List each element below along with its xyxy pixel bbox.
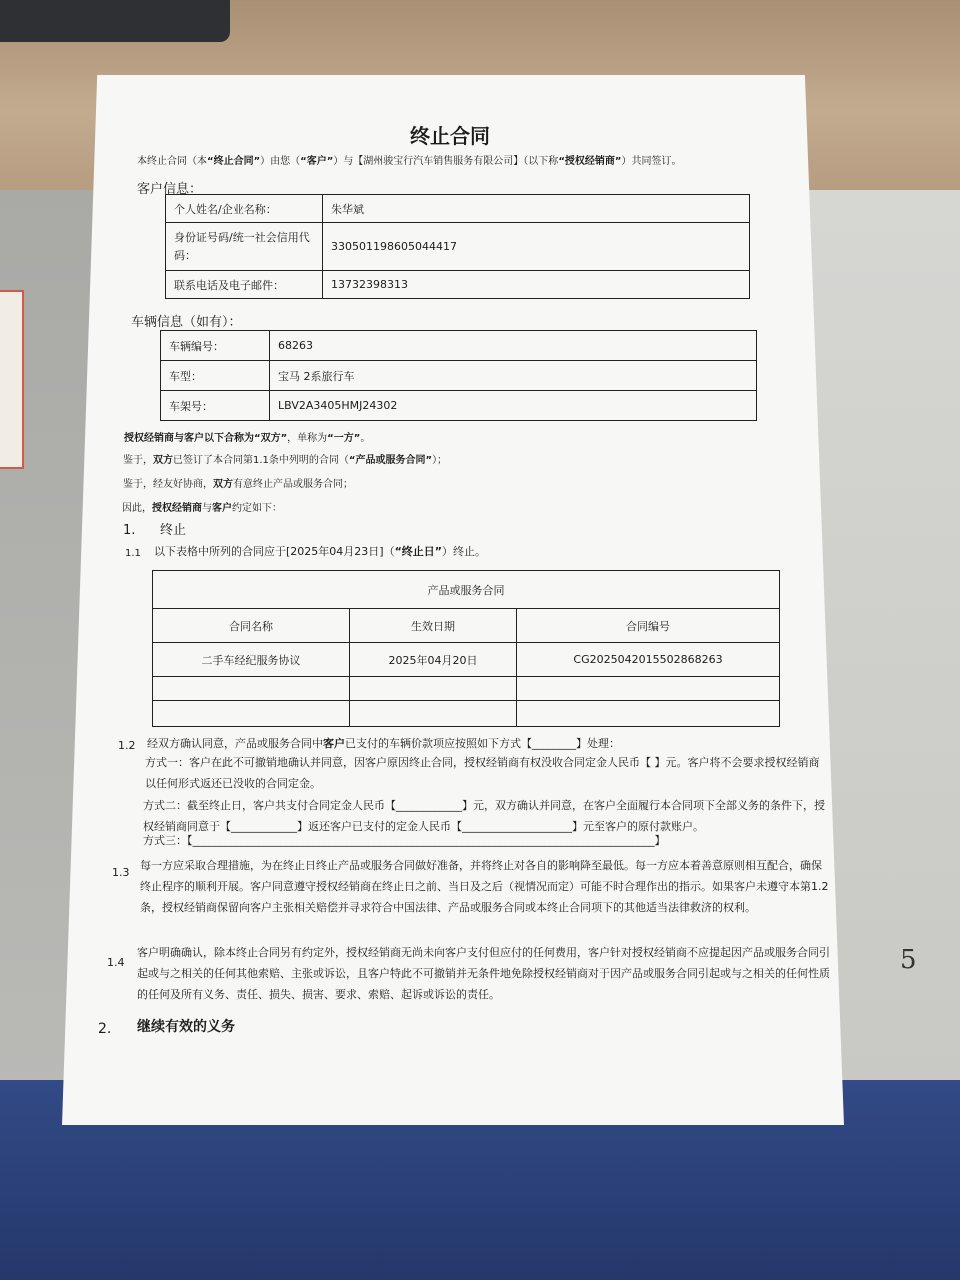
column-header: 生效日期 xyxy=(350,609,517,643)
table-caption-row xyxy=(153,571,780,609)
vehicle-row xyxy=(161,361,757,391)
clause-1-2-option-1: 方式一：客户在此不可撤销地确认并同意，因客户原因终止合同，授权经销商有权没收合同定金人民币【 】元。客户将不会要求授权经销商以任何形式返还已没收的合同定金。 xyxy=(145,756,820,790)
table-caption: 产品或服务合同 xyxy=(153,571,780,609)
clause-1-3: 每一方应采取合理措施，为在终止日终止产品或服务合同做好准备，并将终止对各自的影响降至最低。每一方应本着善意原则相互配合，确保终止程序的顺利开展。客户同意遵守授权经销商在终止日之前、当日及之后（视情况而定）可能不时合理作出的指示。如果客户未遵守本第1.2条，授权经销商保留向客户主张相关赔偿并寻求符合中国法律、产品或服务合同或本终止合同项下的其他适当法律救济的权利。 xyxy=(140,859,829,914)
vehicle-heading: 车辆信息（如有）： xyxy=(131,315,242,330)
section1-title: 终止 xyxy=(160,523,187,538)
section2-number: 2. xyxy=(98,1021,112,1037)
clause-1-2-option-2: 方式二：截至终止日，客户共支付合同定金人民币【____________】元，双方确认并同意，在客户全面履行本合同项下全部义务的条件下，授权经销商同意于【____________】返还客户已支付的定金人民币【____________________】元至客户的原付款账户。 xyxy=(143,799,825,833)
customer-row xyxy=(166,223,750,271)
vehicle-label: 车型： xyxy=(161,361,270,391)
customer-label: 个人姓名/企业名称： xyxy=(166,195,323,223)
table-cell: CG2025042015502868263 xyxy=(517,643,780,677)
column-header: 合同名称 xyxy=(153,609,350,643)
table-cell xyxy=(350,677,517,701)
intro-paragraph: 本终止合同（本“终止合同”）由您（“客户”）与【湖州骏宝行汽车销售服务有限公司】（以下称“授权经销商”）共同签订。 xyxy=(137,156,682,167)
customer-value: 330501198605044417 xyxy=(323,223,750,271)
vehicle-row xyxy=(161,331,757,361)
section1-number: 1. xyxy=(123,523,136,538)
customer-value: 13732398313 xyxy=(323,271,750,299)
customer-label: 身份证号码/统一社会信用代码： xyxy=(166,223,323,271)
clause-1-2-option-3: 方式三：【____________________________________________________________________________________】 xyxy=(143,834,666,847)
vehicle-table xyxy=(160,330,757,421)
clause-1-3-number: 1.3 xyxy=(112,866,130,879)
vehicle-value: 宝马 2系旅行车 xyxy=(270,361,757,391)
customer-row xyxy=(166,271,750,299)
clause-1-2-number: 1.2 xyxy=(118,739,136,752)
recital-whereas-2: 鉴于，经友好协商，双方有意终止产品或服务合同； xyxy=(123,479,353,490)
table-cell xyxy=(517,677,780,701)
customer-heading: 客户信息： xyxy=(137,182,203,197)
vehicle-value: 68263 xyxy=(270,331,757,361)
column-header: 合同编号 xyxy=(517,609,780,643)
table-header-row xyxy=(153,609,780,643)
table-cell xyxy=(153,677,350,701)
table-row xyxy=(153,701,780,727)
vehicle-label: 车架号： xyxy=(161,391,270,421)
table-cell xyxy=(153,701,350,727)
contracts-table xyxy=(152,570,780,727)
table-cell: 二手车经纪服务协议 xyxy=(153,643,350,677)
recital-whereas-1: 鉴于，双方已签订了本合同第1.1条中列明的合同（“产品或服务合同”）； xyxy=(123,455,448,466)
vehicle-value: LBV2A3405HMJ24302 xyxy=(270,391,757,421)
vehicle-row xyxy=(161,391,757,421)
customer-label: 联系电话及电子邮件： xyxy=(166,271,323,299)
table-row xyxy=(153,643,780,677)
clause-1-1: 以下表格中所列的合同应于[2025年04月23日]（“终止日”）终止。 xyxy=(154,545,487,558)
recital-parties: 授权经销商与客户以下合称为“双方”，单称为“一方”。 xyxy=(124,433,371,444)
clause-1-1-number: 1.1 xyxy=(125,548,141,559)
recital-therefore: 因此，授权经销商与客户约定如下： xyxy=(122,503,282,514)
margin-mark: 5 xyxy=(900,945,917,975)
customer-row xyxy=(166,195,750,223)
section2-title: 继续有效的义务 xyxy=(137,1019,235,1035)
document-title: 终止合同 xyxy=(410,124,490,148)
customer-value: 朱华斌 xyxy=(323,195,750,223)
table-cell xyxy=(517,701,780,727)
table-cell xyxy=(350,701,517,727)
customer-table xyxy=(165,194,750,299)
table-row xyxy=(153,677,780,701)
clause-1-4: 客户明确确认，除本终止合同另有约定外，授权经销商无尚未向客户支付但应付的任何费用，客户针对授权经销商不应提起因产品或服务合同引起或与之相关的任何其他索赔、主张或诉讼，且客户特此不可撤销并无条件地免除授权经销商对于因产品或服务合同引起或与之相关的任何性质的任何及所有义务、责任、损失、损害、要求、索赔、起诉或诉讼的责任。 xyxy=(137,946,830,1001)
table-cell: 2025年04月20日 xyxy=(350,643,517,677)
clause-1-2-intro: 经双方确认同意，产品或服务合同中客户已支付的车辆价款项应按照如下方式【________】处理： xyxy=(147,737,620,750)
vehicle-label: 车辆编号： xyxy=(161,331,270,361)
clause-1-4-number: 1.4 xyxy=(107,956,125,969)
